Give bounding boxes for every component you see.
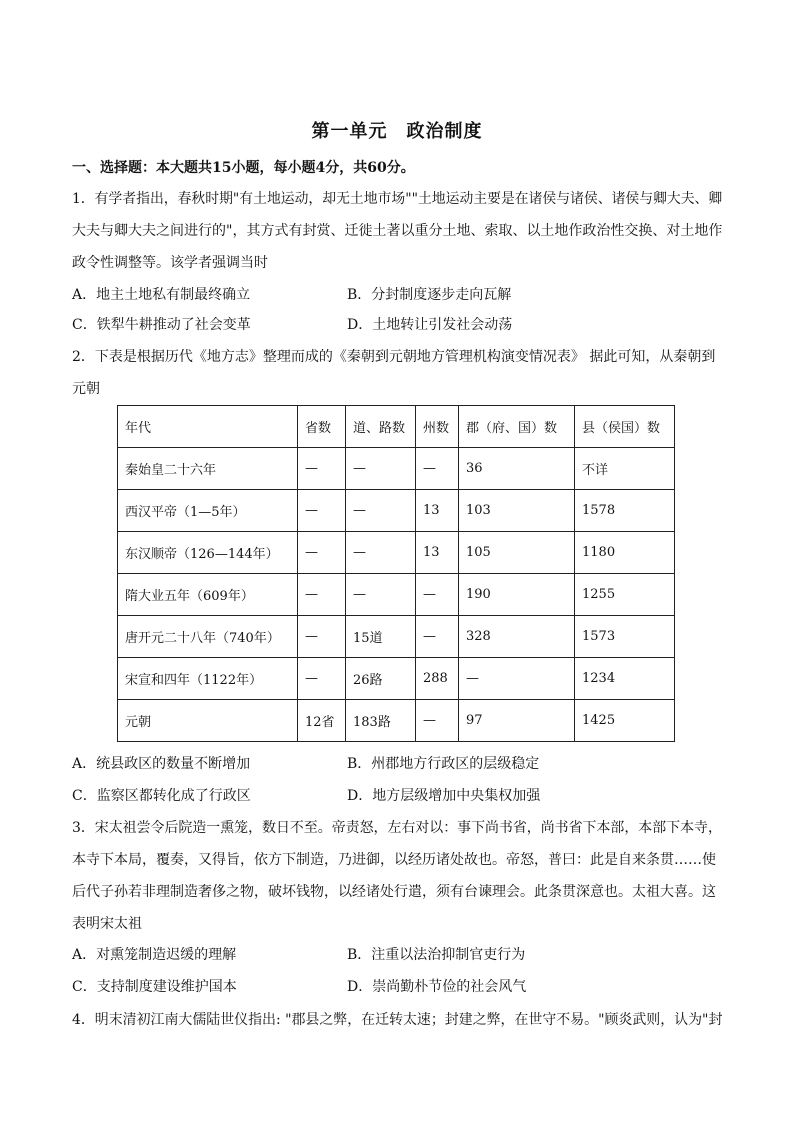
table-cell: 不详 — [575, 448, 675, 490]
table-row — [118, 490, 675, 532]
question-3-option-c: C．支持制度建设维护国本 — [72, 979, 237, 995]
table-cell: 1255 — [575, 574, 675, 616]
table-cell: — — [298, 532, 346, 574]
table-cell: — — [416, 616, 459, 658]
table-cell: — — [459, 658, 575, 700]
table-cell: — — [346, 490, 416, 532]
table-cell: 秦始皇二十六年 — [118, 448, 298, 490]
question-3-option-a: A．对熏笼制造迟缓的理解 — [72, 947, 237, 963]
question-2-line-2: 元朝 — [72, 381, 100, 397]
question-2-option-d: D．地方层级增加中央集权加强 — [347, 788, 541, 804]
question-3-line-2: 本寺下本局，覆奏，又得旨，依方下制造，乃进御，以经历诸处故也。帝怒，普曰：此是自来条贯……使 — [72, 852, 716, 868]
table-cell: 1180 — [575, 532, 675, 574]
table-cell: 1234 — [575, 658, 675, 700]
question-3-option-b: B．注重以法治抑制官吏行为 — [347, 947, 526, 963]
question-3-line-3: 后代子孙若非理制造奢侈之物，破坏钱物，以经诸处行遣，须有台谏理会。此条贯深意也。太祖大喜。这 — [72, 884, 716, 900]
table-cell: — — [416, 448, 459, 490]
question-3-option-d: D．崇尚勤朴节俭的社会风气 — [347, 979, 527, 995]
table-row — [118, 574, 675, 616]
table-header-cell: 省数 — [298, 406, 346, 448]
question-3-line-1: 3．宋太祖尝令后院造一熏笼，数日不至。帝责怒，左右对以：事下尚书省，尚书省下本部，本部下本寺， — [72, 820, 722, 836]
table-header-row — [118, 406, 675, 448]
question-1-option-d: D．土地转让引发社会动荡 — [347, 317, 513, 333]
table-cell: — — [416, 574, 459, 616]
question-2-line-1: 2．下表是根据历代《地方志》整理而成的《秦朝到元朝地方管理机构演变情况表》 据此可知，从秦朝到 — [72, 349, 716, 365]
question-2-option-b: B．州郡地方行政区的层级稳定 — [347, 756, 540, 772]
table-row — [118, 658, 675, 700]
question-1-option-b: B．分封制度逐步走向瓦解 — [347, 287, 512, 303]
table-cell: — — [298, 658, 346, 700]
table-cell: 105 — [459, 532, 575, 574]
data-table — [117, 405, 675, 742]
table-header-cell: 州数 — [416, 406, 459, 448]
table-cell: — — [298, 448, 346, 490]
table-cell: — — [346, 532, 416, 574]
table-cell: — — [346, 448, 416, 490]
question-2-option-a: A．统县政区的数量不断增加 — [72, 756, 251, 772]
table-cell: — — [298, 574, 346, 616]
table-cell: 元朝 — [118, 700, 298, 742]
page-title: 第一单元 政治制度 — [311, 121, 483, 142]
table-header-cell: 郡（府、国）数 — [459, 406, 575, 448]
table-cell: — — [298, 616, 346, 658]
table-row — [118, 700, 675, 742]
question-1-line-2: 大夫与卿大夫之间进行的"，其方式有封赏、迁徙土著以重分土地、索取、以土地作政治性交换、对土地作 — [72, 223, 723, 239]
table-cell: 103 — [459, 490, 575, 532]
table-cell: 宋宣和四年（1122年） — [118, 658, 298, 700]
table-cell: 西汉平帝（1—5年） — [118, 490, 298, 532]
table-cell: 15道 — [346, 616, 416, 658]
table-cell: 36 — [459, 448, 575, 490]
table-header-cell: 年代 — [118, 406, 298, 448]
question-4-line-1: 4．明末清初江南大儒陆世仪指出: "郡县之弊，在迁转太速；封建之弊，在世守不易。"顾炎武则，认为"封 — [72, 1012, 723, 1028]
table-cell: 97 — [459, 700, 575, 742]
question-3-line-4: 表明宋太祖 — [72, 916, 142, 932]
table-row — [118, 616, 675, 658]
table-cell: 190 — [459, 574, 575, 616]
table-cell: 东汉顺帝（126—144年） — [118, 532, 298, 574]
table-cell: — — [346, 574, 416, 616]
table-row — [118, 532, 675, 574]
question-2-option-c: C．监察区都转化成了行政区 — [72, 788, 251, 804]
table-cell: 13 — [416, 532, 459, 574]
question-1-option-a: A．地主土地私有制最终确立 — [72, 287, 251, 303]
question-1-line-1: 1．有学者指出，春秋时期"有土地运动，却无土地市场""土地运动主要是在诸侯与诸侯、诸侯与卿大夫、卿 — [72, 191, 723, 207]
table-cell: — — [416, 700, 459, 742]
section-heading: 一、选择题：本大题共15小题，每小题4分，共60分。 — [72, 160, 415, 176]
table-cell: 288 — [416, 658, 459, 700]
question-1-option-c: C．铁犁牛耕推动了社会变革 — [72, 317, 251, 333]
question-1-line-3: 政令性调整等。该学者强调当时 — [72, 255, 268, 271]
table-cell: 12省 — [298, 700, 346, 742]
table-cell: 328 — [459, 616, 575, 658]
table-header-cell: 道、路数 — [346, 406, 416, 448]
table-cell: 隋大业五年（609年） — [118, 574, 298, 616]
table-cell: 26路 — [346, 658, 416, 700]
table-cell: 183路 — [346, 700, 416, 742]
table-cell: — — [298, 490, 346, 532]
table-cell: 1573 — [575, 616, 675, 658]
table-cell: 唐开元二十八年（740年） — [118, 616, 298, 658]
table-row — [118, 448, 675, 490]
table-cell: 13 — [416, 490, 459, 532]
table-header-cell: 县（侯国）数 — [575, 406, 675, 448]
table-cell: 1578 — [575, 490, 675, 532]
table-cell: 1425 — [575, 700, 675, 742]
